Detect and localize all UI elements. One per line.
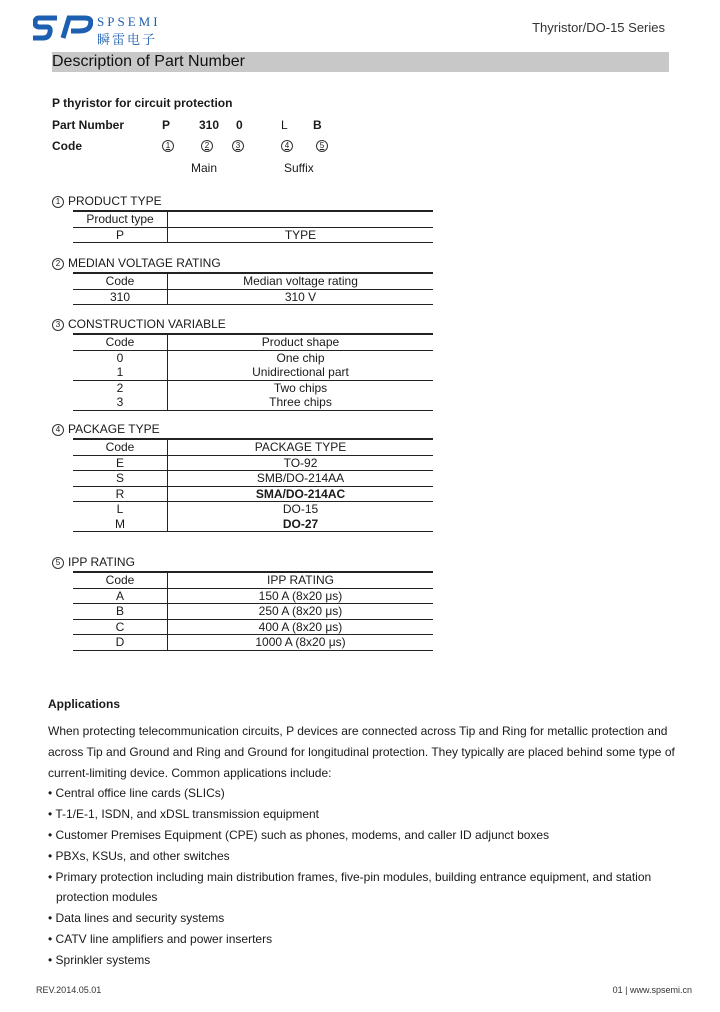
list-item: • Customer Premises Equipment (CPE) such as phones, modems, and caller ID adjunct boxes — [48, 827, 550, 842]
table-cell: R — [73, 486, 168, 502]
list-item: • Data lines and security systems — [48, 911, 225, 926]
part-l: L — [281, 118, 288, 132]
applications-heading: Applications — [48, 697, 121, 711]
applications-body — [48, 721, 678, 971]
table-header-cell: Code — [73, 334, 168, 350]
table-cell: 310 — [73, 289, 168, 305]
table-cell: 1000 A (8x20 μs) — [168, 635, 434, 651]
table-cell: S — [73, 471, 168, 487]
table-row — [73, 455, 433, 471]
section-title: IPP RATING — [68, 555, 135, 569]
table-cell: 400 A (8x20 μs) — [258, 619, 343, 634]
voltage-table — [73, 272, 433, 305]
section-product-type-heading — [52, 194, 162, 208]
table-row — [73, 289, 433, 305]
table-cell: Two chips — [273, 380, 328, 395]
product-type-table — [73, 210, 433, 243]
table-header-cell: IPP RATING — [168, 572, 434, 588]
table-row — [73, 502, 433, 517]
section-number: 4 — [52, 424, 64, 436]
part-number-label: Part Number — [52, 118, 125, 132]
part-310: 310 — [199, 118, 220, 132]
code-circle-5: 5 — [316, 140, 328, 152]
table-cell: 150 A (8x20 μs) — [258, 588, 343, 603]
list-item: • Central office line cards (SLICs) — [48, 786, 225, 801]
applications-list — [48, 783, 678, 970]
suffix-label: Suffix — [284, 161, 314, 175]
table-cell: M — [73, 517, 168, 532]
table-cell: SMB/DO-214AA — [256, 471, 345, 486]
section-number: 1 — [52, 196, 64, 208]
table-header-cell: PACKAGE TYPE — [168, 439, 434, 455]
table-header-row — [73, 211, 433, 227]
list-item: • T-1/E-1, ISDN, and xDSL transmission equipment — [48, 807, 319, 822]
table-header-cell: Code — [73, 439, 168, 455]
section-title: CONSTRUCTION VARIABLE — [68, 317, 226, 331]
series-label: Thyristor/DO-15 Series — [532, 20, 665, 35]
table-cell: 0 — [73, 350, 168, 365]
table-cell: P — [73, 227, 168, 243]
title-bar — [52, 52, 669, 72]
table-cell: 250 A (8x20 μs) — [258, 604, 343, 619]
section-construction-heading — [52, 317, 226, 331]
section-package-heading — [52, 422, 160, 436]
code-circle-4: 4 — [281, 140, 293, 152]
code-label: Code — [52, 139, 82, 153]
table-cell: DO-27 — [168, 517, 434, 532]
table-cell: One chip — [276, 350, 325, 365]
applications-intro: When protecting telecommunication circuits, P devices are connected across Tip and Ring for metallic protection and across Tip and Ground and Ring and Ground for longitudinal protection. They typically are placed behind some type of current-limiting device. Common applications include: — [48, 724, 675, 780]
part-number-heading: P thyristor for circuit protection — [52, 96, 233, 110]
table-cell: Unidirectional part — [252, 365, 349, 380]
section-title: PACKAGE TYPE — [68, 422, 160, 436]
table-cell: B — [73, 604, 168, 620]
table-cell: TO-92 — [283, 455, 318, 470]
package-table — [73, 438, 433, 532]
part-b: B — [313, 118, 322, 132]
section-title: MEDIAN VOLTAGE RATING — [68, 256, 221, 270]
table-cell: SMA/DO-214AC — [255, 486, 346, 501]
table-row — [73, 350, 433, 365]
list-item: • Primary protection including main distribution frames, five-pin modules, building entrance equipment, and station protection modules — [48, 869, 652, 905]
section-number: 2 — [52, 258, 64, 270]
code-circle-1: 1 — [162, 140, 174, 152]
table-row — [73, 517, 433, 532]
revision-label: REV.2014.05.01 — [36, 985, 102, 995]
section-number: 3 — [52, 319, 64, 331]
table-header-cell: Code — [73, 572, 168, 588]
table-row — [73, 588, 433, 604]
table-cell: 310 V — [168, 289, 434, 305]
table-header-row — [73, 273, 433, 289]
part-p: P — [162, 118, 171, 132]
table-row — [73, 227, 433, 243]
list-item: • PBXs, KSUs, and other switches — [48, 848, 230, 863]
table-header-cell — [168, 211, 434, 227]
logo-chinese-name: 瞬雷电子 — [97, 33, 158, 48]
construction-table — [73, 333, 433, 411]
main-label: Main — [191, 161, 218, 175]
table-header-cell: Product type — [73, 211, 168, 227]
table-cell: E — [73, 455, 168, 471]
part-0: 0 — [236, 118, 243, 132]
ipp-table — [73, 571, 433, 651]
table-header-row — [73, 439, 433, 455]
section-number: 5 — [52, 557, 64, 569]
page-title: Description of Part Number — [52, 53, 245, 70]
section-voltage-heading — [52, 256, 221, 270]
table-cell: 1 — [73, 365, 168, 380]
section-title: PRODUCT TYPE — [68, 194, 162, 208]
table-header-cell: Median voltage rating — [168, 273, 434, 289]
table-header-cell: Product shape — [168, 334, 434, 350]
table-header-row — [73, 572, 433, 588]
table-row — [73, 635, 433, 651]
code-circle-3: 3 — [232, 140, 244, 152]
table-cell: TYPE — [168, 227, 434, 243]
table-cell: A — [73, 588, 168, 604]
table-row — [73, 380, 433, 395]
section-ipp-heading — [52, 555, 135, 569]
table-row — [73, 395, 433, 410]
table-header-cell: Code — [73, 273, 168, 289]
table-cell: 2 — [73, 380, 168, 395]
table-cell: L — [73, 502, 168, 517]
list-item: • CATV line amplifiers and power inserters — [48, 931, 273, 946]
table-row — [73, 604, 433, 620]
table-cell: C — [73, 619, 168, 635]
table-cell: D — [73, 635, 168, 651]
list-item: • Sprinkler systems — [48, 952, 151, 967]
table-cell: Three chips — [168, 395, 434, 410]
table-row — [73, 486, 433, 502]
table-row — [73, 471, 433, 487]
company-logo — [33, 14, 173, 48]
table-row — [73, 365, 433, 380]
table-row — [73, 619, 433, 635]
spsemi-logo-icon — [33, 14, 93, 44]
code-circle-2: 2 — [201, 140, 213, 152]
table-cell: DO-15 — [282, 502, 319, 517]
table-cell: 3 — [73, 395, 168, 410]
table-header-row — [73, 334, 433, 350]
logo-name: SPSEMI — [97, 14, 161, 29]
page-footer: 01 | www.spsemi.cn — [612, 985, 692, 995]
